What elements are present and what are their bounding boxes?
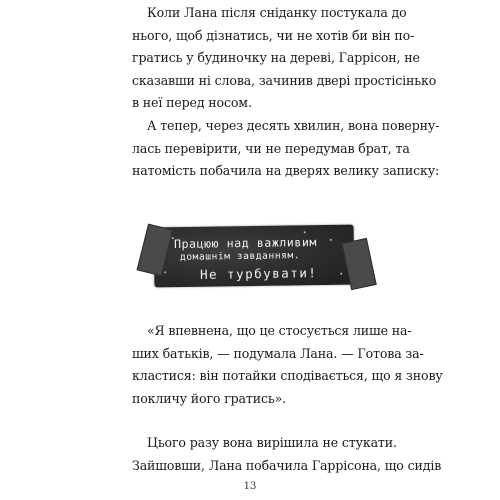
note-line-1: Працюю над важливим: [173, 235, 318, 251]
paragraph-line: гратись у будиночку на дереві, Гаррісон, не: [132, 50, 420, 66]
paragraph-line: нього, щоб дізнатись, чи не хотів би він по-: [132, 27, 415, 43]
paragraph-line: Коли Лана після сніданку постукала до: [147, 5, 407, 20]
paragraph-line: лась перевірити, чи не передумав брат, та: [132, 140, 410, 156]
paragraph-line: кластися: він потайки сподівається, що я знову: [132, 368, 443, 384]
chalk-speck: [164, 271, 166, 273]
paragraph-line: сказавши ні слова, зачинив двері простісінько: [132, 72, 437, 88]
paragraph-line: Зайшовши, Лана побачила Гаррісона, що сидів: [132, 457, 442, 473]
paragraph-4: [132, 432, 442, 477]
paragraph-line: в неї перед носом.: [132, 95, 252, 111]
note-line-3: Не турбувати!: [199, 265, 318, 282]
paragraph-line: покличу його гратись».: [132, 390, 286, 406]
paragraph-line: натомість побачила на дверях велику записку:: [132, 163, 440, 179]
paragraph-line: «Я впевнена, що це стосується лише на-: [147, 323, 412, 338]
chalk-speck: [340, 273, 342, 275]
chalk-speck: [330, 239, 332, 241]
paragraph-1: [132, 2, 437, 115]
note-line-2: домашнім завданням.: [179, 250, 301, 263]
note-illustration: [140, 220, 372, 292]
page-number: 13: [243, 481, 257, 492]
chalk-speck: [304, 231, 306, 233]
paragraph-2: [132, 115, 440, 183]
paragraph-line: ших батьків, — подумала Лана. — Готова за-: [132, 345, 424, 361]
paragraph-3: [132, 320, 443, 410]
paragraph-line: Цього разу вона вирішила не стукати.: [147, 435, 397, 450]
paragraph-line: А тепер, через десять хвилин, вона поверну-: [147, 118, 440, 133]
